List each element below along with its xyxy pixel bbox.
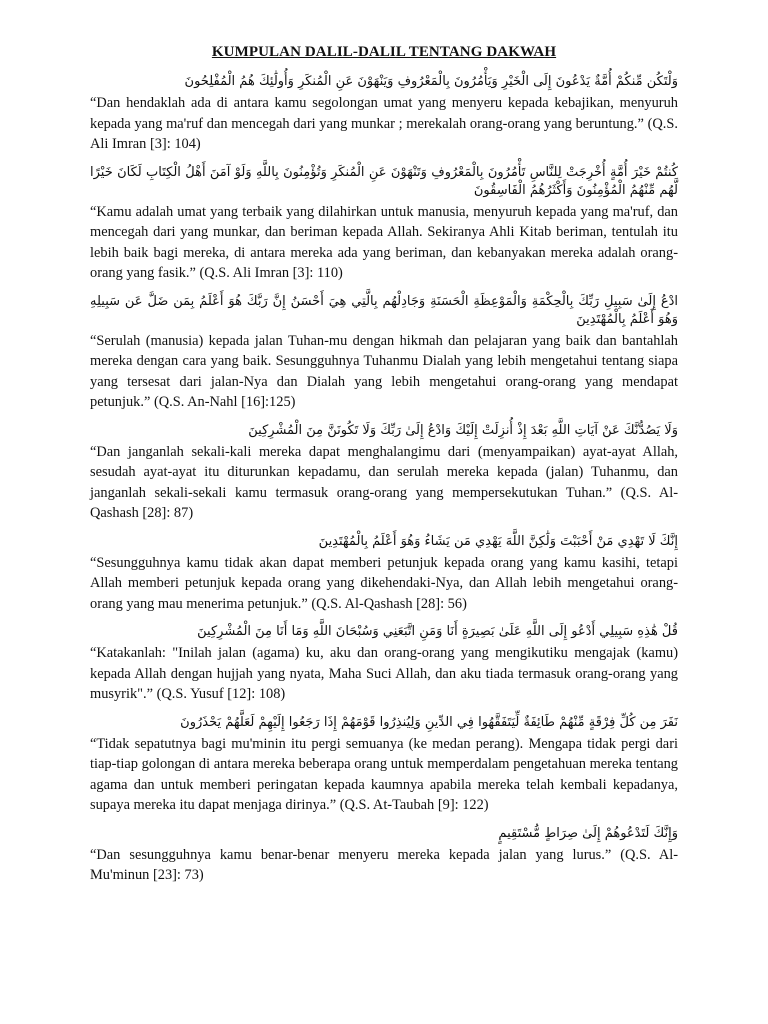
dalil-entry-5 xyxy=(90,533,678,615)
verse-translation: “Dan sesungguhnya kamu benar-benar menyeru mereka kepada jalan yang lurus.” (Q.S. Al-Mu'minun [23]: 73) xyxy=(90,846,678,883)
dalil-entry-4 xyxy=(90,422,678,524)
arabic-verse: نَفَرَ مِن كُلِّ فِرْقَةٍ مِّنْهُمْ طَائِفَةٌ لِّيَتَفَقَّهُوا فِي الدِّينِ وَلِيُنذِرُوا قَوْمَهُمْ إِذَا رَجَعُوا إِلَيْهِمْ لَعَلَّهُمْ يَحْذَرُونَ xyxy=(180,714,678,730)
arabic-verse: ادْعُ إِلَىٰ سَبِيلِ رَبِّكَ بِالْحِكْمَةِ وَالْمَوْعِظَةِ الْحَسَنَةِ وَجَادِلْهُم بِالَّتِي هِيَ أَحْسَنُ إِنَّ رَبَّكَ هُوَ أَعْلَمُ بِمَن ضَلَّ عَن سَبِيلِهِ وَهُوَ أَعْلَمُ بِالْمُهْتَدِينَ xyxy=(90,293,678,327)
verse-translation: “Kamu adalah umat yang terbaik yang dilahirkan untuk manusia, menyuruh kepada yang ma'ruf, dan mencegah dari yang munkar, dan beriman kepada Allah. Sekiranya Ahli Kitab beriman, tentulah itu lebih baik bagi mereka, di antara mereka ada yang beriman, dan kebanyakan mereka adalah orang-orang yang fasik.” (Q.S. Ali Imran [3]: 110) xyxy=(90,203,678,281)
document-title: KUMPULAN DALIL-DALIL TENTANG DAKWAH xyxy=(211,44,557,60)
arabic-verse: وَإِنَّكَ لَتَدْعُوهُمْ إِلَىٰ صِرَاطٍ مُّسْتَقِيمٍ xyxy=(498,825,678,841)
verse-translation: “Dan hendaklah ada di antara kamu segolongan umat yang menyeru kepada kebajikan, menyuruh kepada yang ma'ruf dan mencegah dari yang munkar ; merekalah orang-orang yang beruntung.” (Q.S. Ali Imran [3]: 104) xyxy=(90,95,678,152)
dalil-entry-8 xyxy=(90,825,678,886)
dalil-entry-3 xyxy=(90,293,678,413)
verse-translation: “Sesungguhnya kamu tidak akan dapat memberi petunjuk kepada orang yang kamu kasihi, tetapi Allah memberi petunjuk kepada orang yang dikehendaki-Nya, dan Allah lebih mengetahui orang-orang yang mau menerima petunjuk.” (Q.S. Al-Qashash [28]: 56) xyxy=(90,554,678,612)
arabic-verse: كُنتُمْ خَيْرَ أُمَّةٍ أُخْرِجَتْ لِلنَّاسِ تَأْمُرُونَ بِالْمَعْرُوفِ وَتَنْهَوْنَ عَنِ الْمُنكَرِ وَتُؤْمِنُونَ بِاللَّهِ وَلَوْ آمَنَ أَهْلُ الْكِتَابِ لَكَانَ خَيْرًا لَّهُم مِّنْهُمُ الْمُؤْمِنُونَ وَأَكْثَرُهُمُ الْفَاسِقُونَ xyxy=(90,164,678,198)
dalil-entry-1 xyxy=(90,73,678,155)
arabic-verse: وَلْتَكُن مِّنكُمْ أُمَّةٌ يَدْعُونَ إِلَى الْخَيْرِ وَيَأْمُرُونَ بِالْمَعْرُوفِ وَيَنْهَوْنَ عَنِ الْمُنكَرِ وَأُولَٰئِكَ هُمُ الْمُفْلِحُونَ xyxy=(184,74,678,89)
arabic-verse: وَلَا يَصُدُّنَّكَ عَنْ آيَاتِ اللَّهِ بَعْدَ إِذْ أُنزِلَتْ إِلَيْكَ وَادْعُ إِلَىٰ رَبِّكَ وَلَا تَكُونَنَّ مِنَ الْمُشْرِكِينَ xyxy=(248,422,678,438)
arabic-verse: قُلْ هَٰذِهِ سَبِيلِي أَدْعُو إِلَى اللَّهِ عَلَىٰ بَصِيرَةٍ أَنَا وَمَنِ اتَّبَعَنِي وَسُبْحَانَ اللَّهِ وَمَا أَنَا مِنَ الْمُشْرِكِينَ xyxy=(197,624,678,639)
verse-translation: “Dan janganlah sekali-kali mereka dapat menghalangimu dari (menyampaikan) ayat-ayat Allah, sesudah ayat-ayat itu diturunkan kepadamu, dan serulah mereka kepada (jalan) Tuhanmu, dan janganlah sekali-sekali kamu termasuk orang-orang yang mempersekutukan Tuhan.” (Q.S. Al-Qashash [28]: 87) xyxy=(90,443,678,521)
arabic-verse: إِنَّكَ لَا تَهْدِي مَنْ أَحْبَبْتَ وَلَٰكِنَّ اللَّهَ يَهْدِي مَن يَشَاءُ وَهُوَ أَعْلَمُ بِالْمُهْتَدِينَ xyxy=(318,533,678,549)
dalil-entry-6 xyxy=(90,623,678,705)
verse-translation: “Katakanlah: "Inilah jalan (agama) ku, aku dan orang-orang yang mengikutiku mengajak (kamu) kepada Allah dengan hujjah yang nyata, Maha Suci Allah, dan aku tiada termasuk orang-orang yang musyrik".” (Q.S. Yusuf [12]: 108) xyxy=(90,645,678,702)
verse-translation: “Tidak sepatutnya bagi mu'minin itu pergi semuanya (ke medan perang). Mengapa tidak pergi dari tiap-tiap golongan di antara mereka beberapa orang untuk memperdalam pengetahuan mereka tentang agama dan untuk memberi peringatan kepada kaumnya apabila mereka telah kembali kepadanya, supaya mereka itu dapat menjaga dirinya.” (Q.S. At-Taubah [9]: 122) xyxy=(90,735,678,813)
dalil-entry-7 xyxy=(90,714,678,816)
verse-translation: “Serulah (manusia) kepada jalan Tuhan-mu dengan hikmah dan pelajaran yang baik dan bantahlah mereka dengan cara yang baik. Sesungguhnya Tuhanmu Dialah yang lebih mengetahui tentang siapa yang tersesat dari jalan-Nya dan Dialah yang lebih mengetahui orang-orang yang mendapat petunjuk.” (Q.S. An-Nahl [16]:125) xyxy=(90,332,678,410)
dalil-entry-2 xyxy=(90,164,678,284)
